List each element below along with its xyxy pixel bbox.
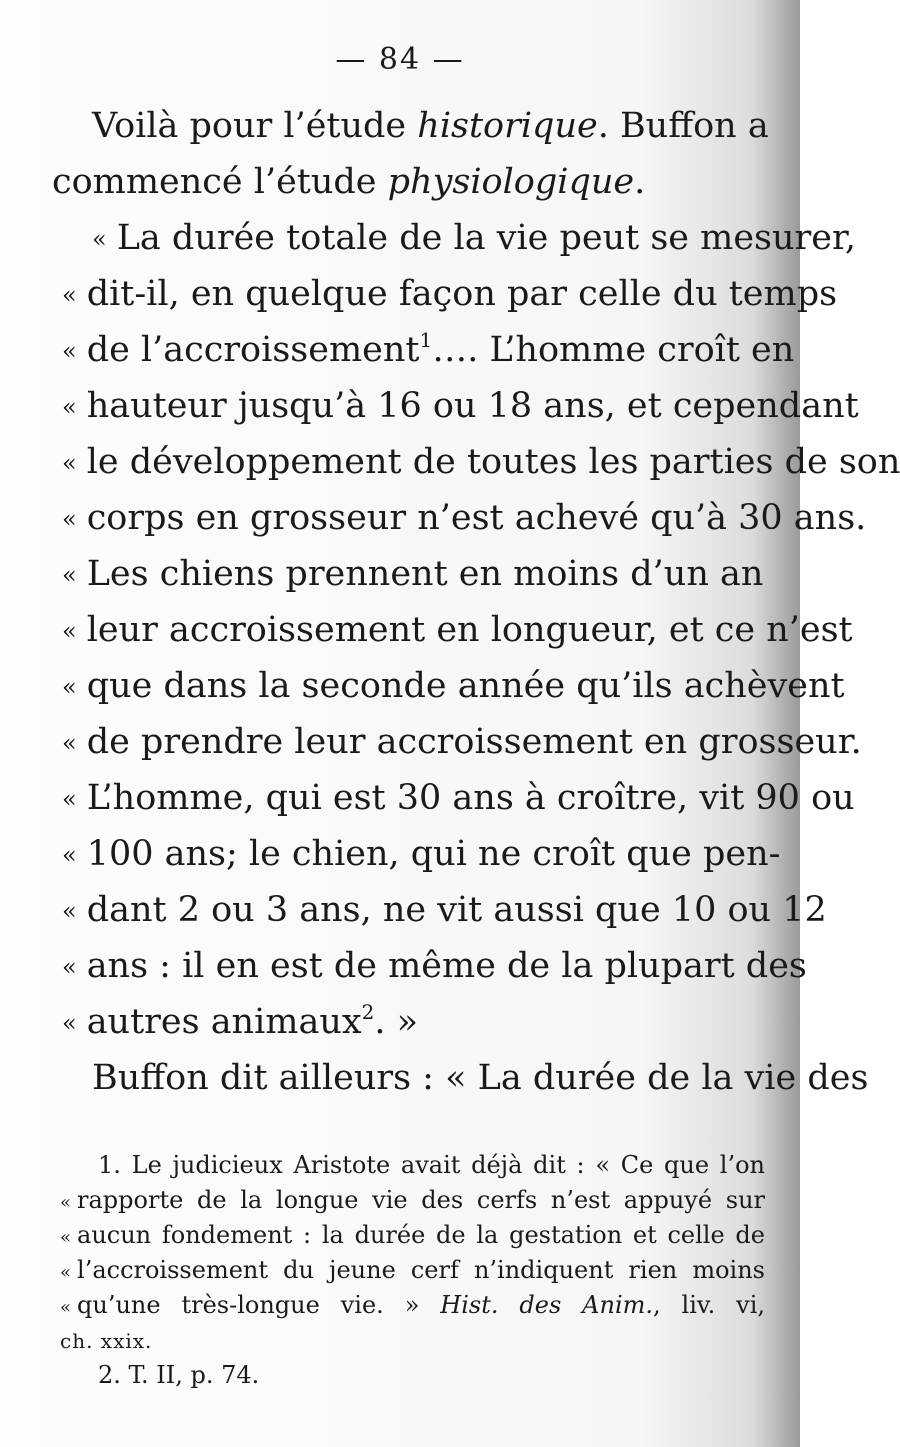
page-number: — 84 — xyxy=(335,42,465,77)
guillemet: « xyxy=(62,729,77,757)
footnote-line xyxy=(60,1183,765,1218)
text-span: …. L’homme croît en xyxy=(432,330,795,370)
text-span: dant 2 ou 3 ans, ne vit aussi que 10 ou 12 xyxy=(86,890,827,930)
text-span: le développement de toutes les parties de son xyxy=(86,442,900,482)
text-span: de l’accroissement xyxy=(86,330,420,370)
text-span: hauteur jusqu’à 16 ou 18 ans, et cependant xyxy=(86,386,859,426)
text-line xyxy=(52,98,769,154)
text-span: . xyxy=(634,162,646,202)
footnotes xyxy=(60,1148,765,1393)
guillemet: « xyxy=(62,561,77,589)
guillemet: « xyxy=(62,841,77,869)
footnote-line xyxy=(60,1288,765,1323)
footnote-line xyxy=(60,1218,765,1253)
guillemet: « xyxy=(62,337,77,365)
footnote-text: qu’une très-longue vie. » xyxy=(77,1291,441,1319)
quote-line xyxy=(52,938,807,994)
text-span: 100 ans; le chien, qui ne croît que pen- xyxy=(86,834,781,874)
footnote-line xyxy=(60,1323,765,1358)
guillemet: « xyxy=(62,617,77,645)
text-span: L’homme, qui est 30 ans à croître, vit 90 ou xyxy=(86,778,855,818)
quote-line xyxy=(52,378,859,434)
text-line xyxy=(52,1050,869,1106)
quote-line xyxy=(52,322,795,378)
guillemet: « xyxy=(60,1227,72,1248)
text-span: leur accroissement en longueur, et ce n’est xyxy=(86,610,853,650)
text-span: dit-il, en quelque façon par celle du temps xyxy=(86,274,838,314)
guillemet: « xyxy=(62,505,77,533)
text-span: La durée totale de la vie peut se mesurer, xyxy=(116,218,856,258)
footnote-line xyxy=(60,1253,765,1288)
citation-title: Hist. des Anim. xyxy=(440,1291,654,1319)
guillemet: « xyxy=(60,1262,72,1283)
guillemet: « xyxy=(60,1192,72,1213)
quote-line xyxy=(52,266,838,322)
text-span: Les chiens prennent en moins d’un an xyxy=(86,554,764,594)
footnote-marker[interactable]: 1 xyxy=(419,328,433,352)
quote-line xyxy=(52,714,862,770)
footnote-text: Le judicieux Aristote avait déjà dit : « Ce que l’on xyxy=(131,1151,765,1179)
quote-line xyxy=(52,602,853,658)
footnote-text: , liv. vi, xyxy=(653,1291,765,1319)
footnote-text: ch. xxix. xyxy=(60,1329,153,1353)
quote-line xyxy=(52,490,867,546)
italic-term: historique xyxy=(417,106,598,146)
text-span: Voilà pour l’étude xyxy=(92,106,418,146)
footnote-text: l’accroissement du jeune cerf n’indiquent rien moins xyxy=(77,1256,765,1284)
footnote-1 xyxy=(60,1148,765,1183)
guillemet: « xyxy=(62,393,77,421)
guillemet: « xyxy=(92,225,107,253)
quote-line xyxy=(52,770,855,826)
guillemet: « xyxy=(60,1297,72,1318)
text-span: de prendre leur accroissement en grosseur. xyxy=(86,722,862,762)
quote-line xyxy=(52,882,827,938)
text-span: commencé l’étude xyxy=(52,162,388,202)
quote-line xyxy=(52,658,845,714)
text-span: . Buffon a xyxy=(597,106,769,146)
quote-line xyxy=(52,994,762,1050)
text-span: corps en grosseur n’est achevé qu’à 30 ans. xyxy=(86,498,867,538)
guillemet: « xyxy=(62,897,77,925)
guillemet: « xyxy=(62,449,77,477)
body-text xyxy=(52,98,900,1106)
guillemet: « xyxy=(62,281,77,309)
footnote-marker[interactable]: 2 xyxy=(361,1000,375,1024)
guillemet: « xyxy=(62,1009,77,1037)
text-span: . » xyxy=(374,1002,419,1042)
text-span: que dans la seconde année qu’ils achèvent xyxy=(86,666,845,706)
text-span: autres animaux xyxy=(86,1002,362,1042)
footnote-text: 2. T. II, p. 74. xyxy=(98,1361,260,1389)
italic-term: physiologique xyxy=(387,162,635,202)
guillemet: « xyxy=(62,673,77,701)
guillemet: « xyxy=(62,785,77,813)
footnote-number: 1. xyxy=(98,1151,121,1179)
footnote-text: rapporte de la longue vie des cerfs n’est appuyé sur xyxy=(77,1186,765,1214)
text-span: ans : il en est de même de la plupart des xyxy=(86,946,807,986)
guillemet: « xyxy=(62,953,77,981)
quote-line xyxy=(52,210,856,266)
text-line xyxy=(52,154,762,210)
footnote-2 xyxy=(60,1358,765,1393)
quote-line xyxy=(52,546,762,602)
quote-line xyxy=(52,826,781,882)
footnote-text: aucun fondement : la durée de la gestation et celle de xyxy=(77,1221,765,1249)
text-span: Buffon dit ailleurs : « La durée de la vie des xyxy=(92,1058,869,1098)
quote-line xyxy=(52,434,900,490)
